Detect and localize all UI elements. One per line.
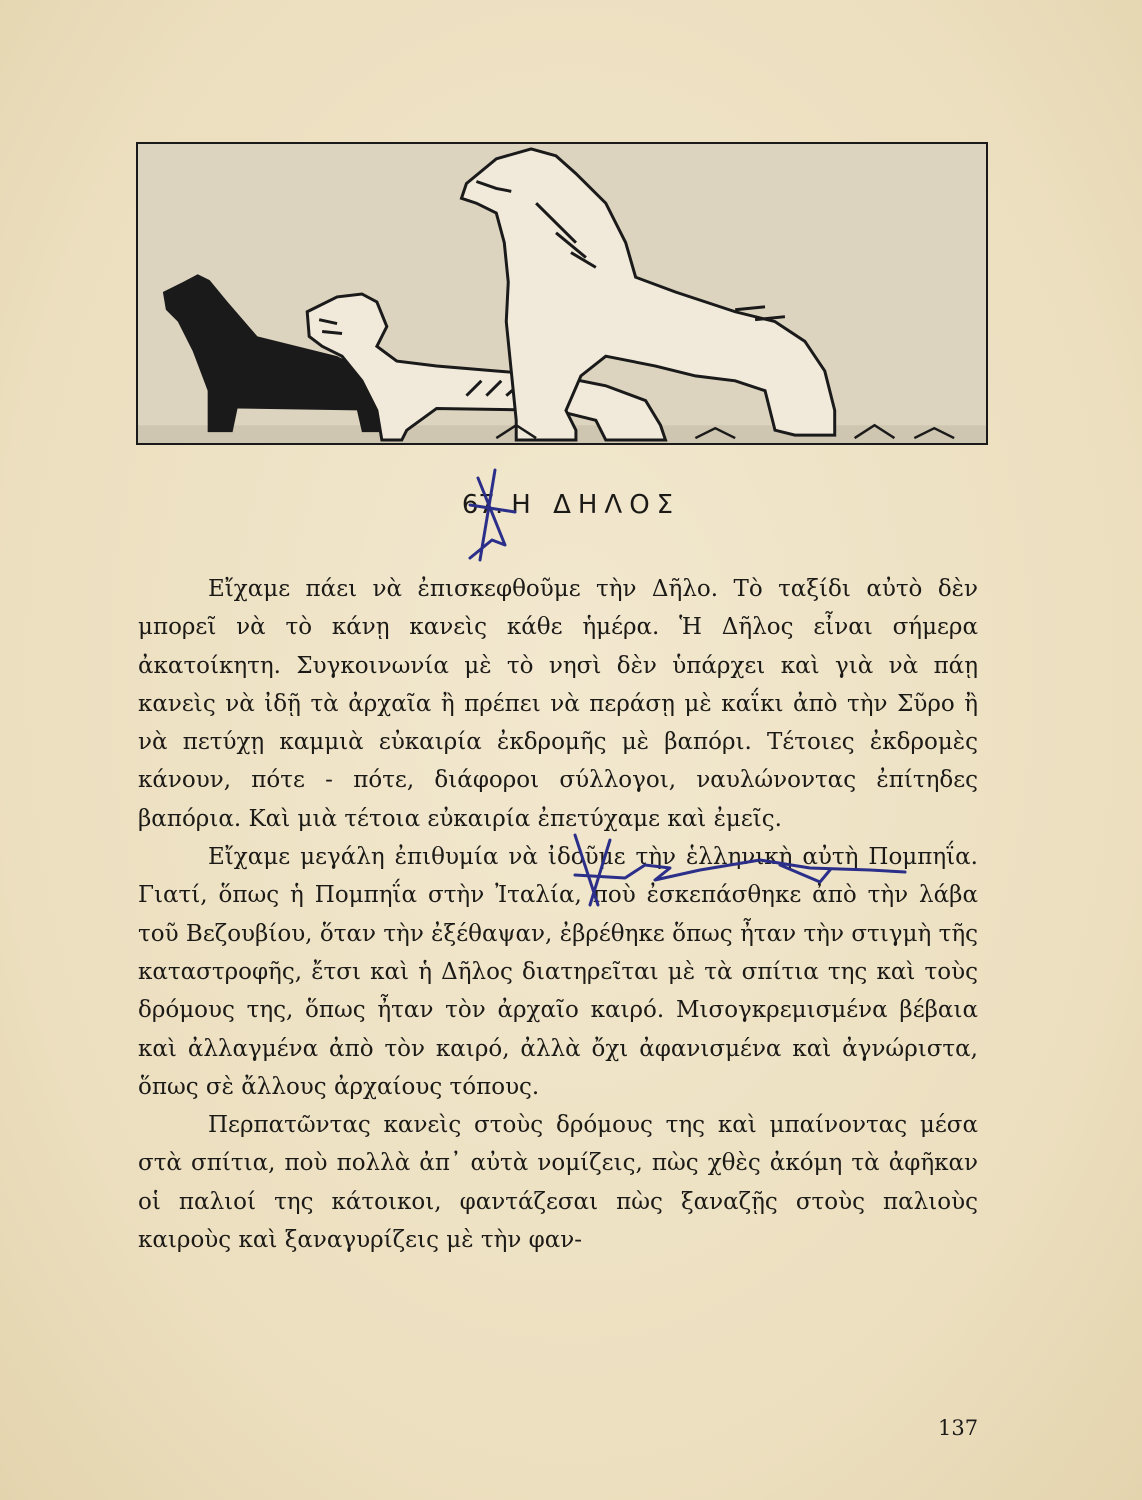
chapter-number: 67. xyxy=(461,490,504,520)
paragraph: Περπατῶντας κανεὶς στοὺς δρόμους της καὶ μπαίνοντας μέσα στὰ σπίτια, ποὺ πολλὰ ἀπ᾽ αὐτὰ νομίζεις, πὼς χθὲς ἀκόμη τὰ ἀφῆκαν οἱ παλιοί της κάτοικοι, φαντάζεσαι πὼς ξαναζῇς στοὺς παλιοὺς καιροὺς καὶ ξαναγυρίζεις μὲ τὴν φαν- xyxy=(138,1112,978,1254)
chapter-heading: Η ΔΗΛΟΣ xyxy=(511,490,681,520)
body-text xyxy=(138,570,978,1259)
page-number: 137 xyxy=(938,1416,979,1440)
paragraph: Εἴχαμε μεγάλη ἐπιθυμία νὰ ἰδοῦμε τὴν ἑλληνικὴ αὐτὴ Πομπηΐα. Γιατί, ὅπως ἡ Πομπηΐα στὴν Ἰταλία, ποὺ ἐσκεπάσθηκε ἀπὸ τὴν λάβα τοῦ Βεζουβίου, ὅταν τὴν ἐξέθαψαν, ἐβρέθηκε ὅπως ἦταν τὴν στιγμὴ τῆς καταστροφῆς, ἔτσι καὶ ἡ Δῆλος διατηρεῖται μὲ τὰ σπίτια της καὶ τοὺς δρόμους της, ὅπως ἦταν τὸν ἀρχαῖο καιρό. Μισογκρεμισμένα βέβαια καὶ ἀλλαγμένα ἀπὸ τὸν καιρό, ἀλλὰ ὄχι ἀφανισμένα καὶ ἀγνώριστα, ὅπως σὲ ἄλλους ἀρχαίους τόπους. xyxy=(138,844,978,1100)
chapter-title xyxy=(0,490,1142,520)
big-lion xyxy=(461,149,834,440)
lions-drawing xyxy=(138,144,986,443)
paragraph: Εἴχαμε πάει νὰ ἐπισκεφθοῦμε τὴν Δῆλο. Τὸ ταξίδι αὐτὸ δὲν μπορεῖ νὰ τὸ κάνῃ κανεὶς κάθε ἡμέρα. Ἡ Δῆλος εἶναι σήμερα ἀκατοίκητη. Συγκοινωνία μὲ τὸ νησὶ δὲν ὑπάρχει καὶ γιὰ νὰ πάῃ κανεὶς νὰ ἰδῇ τὰ ἀρχαῖα ἢ πρέπει νὰ περάσῃ μὲ καΐκι ἀπὸ τὴν Σῦρο ἢ νὰ πετύχῃ καμμιὰ εὐκαιρία ἐκδρομῆς μὲ βαπόρι. Τέτοιες ἐκδρομὲς κάνουν, πότε - πότε, διάφοροι σύλλογοι, ναυλώνοντας ἐπίτηδες βαπόρια. Καὶ μιὰ τέτοια εὐκαιρία ἐπετύχαμε καὶ ἐμεῖς. xyxy=(138,576,978,832)
lions-illustration xyxy=(136,142,988,445)
